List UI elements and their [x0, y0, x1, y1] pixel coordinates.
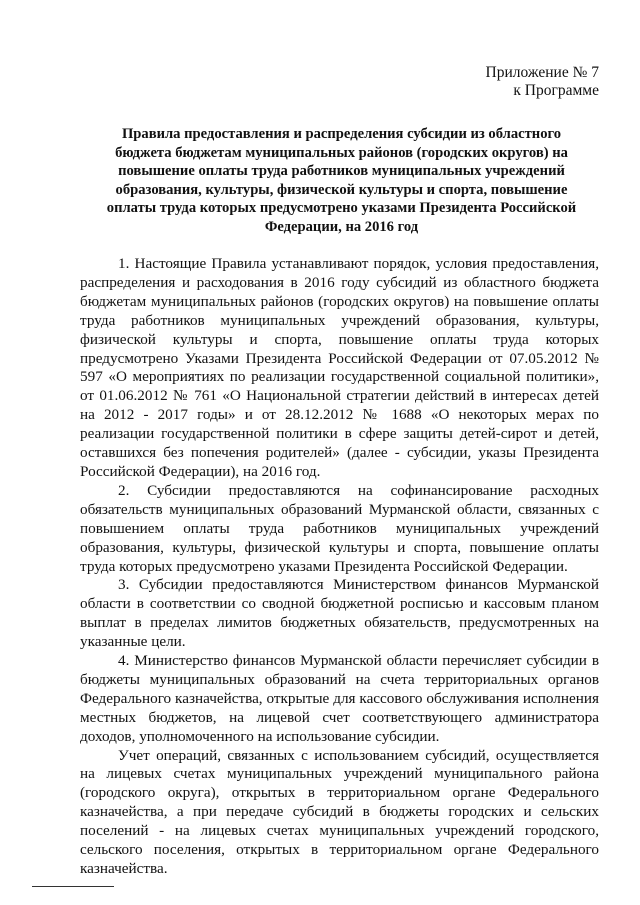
appendix-number: Приложение № 7	[485, 64, 599, 81]
appendix-reference: к Программе	[513, 82, 599, 99]
document-title: Правила предоставления и распределения субсидии из областного бюджета бюджетам муниципальных районов (городских округов) на повышение оплаты труда работников муниципальных учреждений образования, культуры, физической культуры и спорта, повышение оплаты труда которых предусмотрено указами Президента Российской Федерации, на 2016 год	[106, 126, 577, 235]
paragraph-4: 4. Министерство финансов Мурманской области перечисляет субсидии в бюджеты муниципальных образований на счета территориальных органов Федерального казначейства, открытые для кассового обслуживания исполнения местных бюджетов, на лицевой счет соответствующего администратора доходов, уполномоченного на использование субсидии.	[80, 652, 599, 745]
paragraph-1: 1. Настоящие Правила устанавливают порядок, условия предоставления, распределения и расходования в 2016 году субсидий из областного бюджета бюджетам муниципальных районов (городских округов) на повышение оплаты труда работников муниципальных учреждений образования, культуры, физической культуры и спорта, повышение оплаты труда которых предусмотрено Указами Президента Российской Федерации от 07.05.2012 № 597 «О мероприятиях по реализации государственной социальной политики», от 01.06.2012 № 761 «О Национальной стратегии действий в интересах детей на 2012 - 2017 годы» и от 28.12.2012 № 1688 «О некоторых мерах по реализации государственной политики в сфере защиты детей-сирот и детей, оставшихся без попечения родителей» (далее - субсидии, указы Президента Российской Федерации), на 2016 год.	[80, 255, 599, 480]
footnote-divider	[32, 886, 114, 887]
document-body	[80, 255, 599, 879]
paragraph-3: 3. Субсидии предоставляются Министерством финансов Мурманской области в соответствии со сводной бюджетной росписью и кассовым планом выплат в пределах лимитов бюджетных обязательств, предусмотренных на указанные цели.	[80, 576, 599, 651]
paragraph-5: Учет операций, связанных с использованием субсидий, осуществляется на лицевых счетах муниципальных учреждений муниципального района (городского округа), открытых в территориальном органе Федерального казначейства, а при передаче субсидий в бюджеты городских и сельских поселений - на лицевых счетах муниципальных учреждений городского, сельского поселения, открытых в территориальном органе Федерального казначейства.	[80, 746, 599, 877]
paragraph-2: 2. Субсидии предоставляются на софинансирование расходных обязательств муниципальных образований Мурманской области, связанных с повышением оплаты труда работников муниципальных учреждений образования, культуры, физической культуры и спорта, повышение оплаты труда которых предусмотрено указами Президента Российской Федерации.	[80, 481, 599, 575]
appendix-header	[486, 64, 599, 100]
